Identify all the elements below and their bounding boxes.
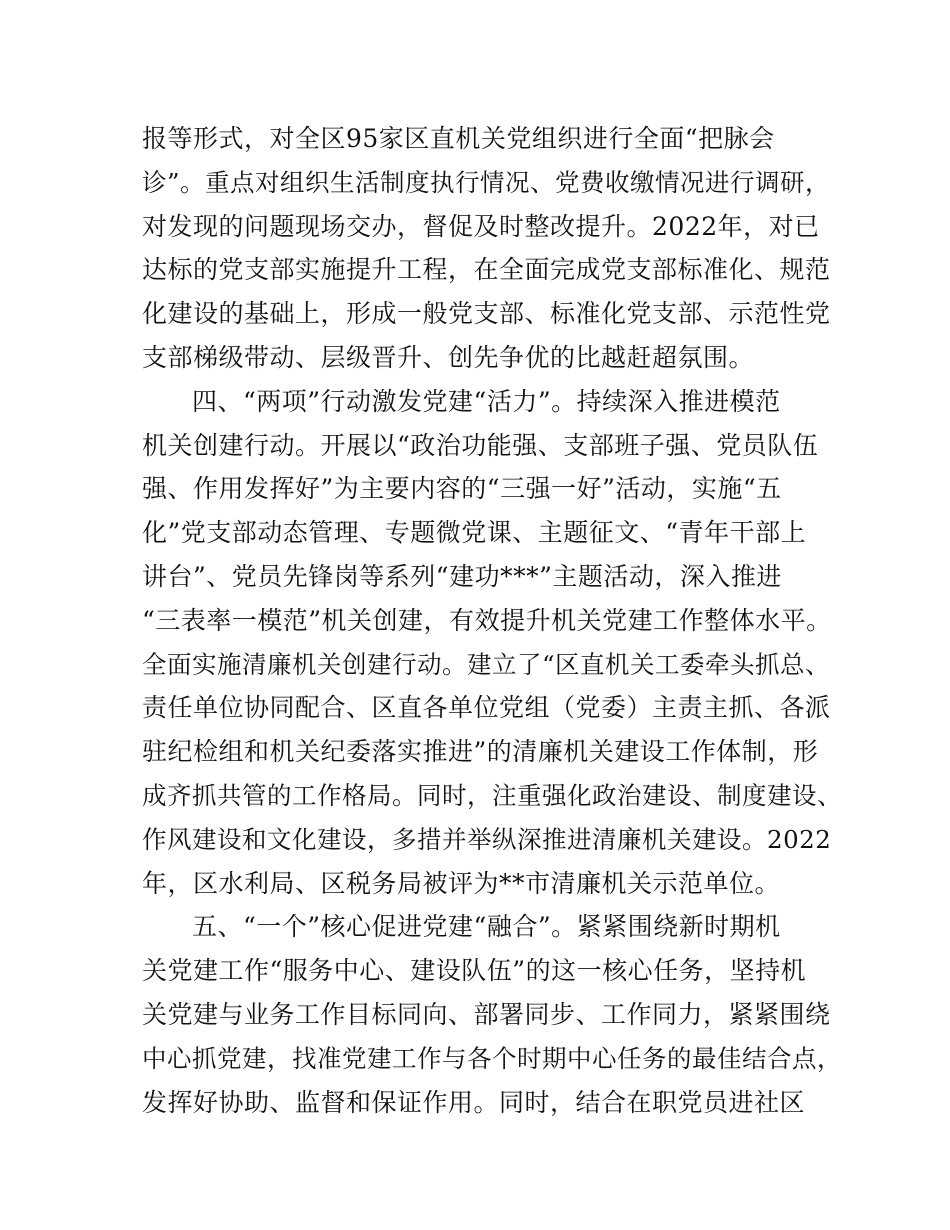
text-line: 化”党支部动态管理、专题微党课、主题征文、“青年干部上: [142, 518, 807, 548]
section-heading-line: 四、“两项”行动激发党建“活力”。持续深入推进模范: [192, 386, 781, 416]
text-line: 机关创建行动。开展以“政治功能强、支部班子强、党员队伍: [142, 430, 819, 460]
text-line: 年，区水利局、区税务局被评为**市清廉机关示范单位。: [142, 868, 781, 898]
text-line: 全面实施清廉机关创建行动。建立了“区直机关工委牵头抓总、: [142, 649, 831, 679]
text-line: 支部梯级带动、层级晋升、创先争优的比越赶超氛围。: [142, 342, 755, 372]
text-line: 关党建工作“服务中心、建设队伍”的这一核心任务，坚持机: [142, 956, 807, 986]
body-text: [142, 117, 842, 1124]
text-line: 驻纪检组和机关纪委落实推进”的清廉机关建设工作体制，形: [142, 737, 819, 767]
text-line: 强、作用发挥好”为主要内容的“三强一好”活动，实施“五: [142, 474, 782, 504]
text-line: 中心抓党建，找准党建工作与各个时期中心任务的最佳结合点，: [142, 1043, 842, 1073]
text-line: 发挥好协助、监督和保证作用。同时，结合在职党员进社区: [142, 1087, 806, 1117]
text-line: 报等形式，对全区95家区直机关党组织进行全面“把脉会: [142, 124, 775, 153]
text-line: “三表率一模范”机关创建，有效提升机关党建工作整体水平。: [142, 605, 832, 635]
text-line: 达标的党支部实施提升工程，在全面完成党支部标准化、规范: [142, 255, 831, 285]
text-line: 诊”。重点对组织生活制度执行情况、党费收缴情况进行调研，: [142, 167, 831, 197]
text-line: 讲台”、党员先锋岗等系列“建功***”主题活动，深入推进: [142, 561, 782, 591]
text-line: 成齐抓共管的工作格局。同时，注重强化政治建设、制度建设、: [142, 780, 842, 810]
text-line: 对发现的问题现场交办，督促及时整改提升。2022年，对已: [142, 211, 820, 241]
text-line: 关党建与业务工作目标同向、部署同步、工作同力，紧紧围绕: [142, 999, 831, 1029]
section-heading-line: 五、“一个”核心促进党建“融合”。紧紧围绕新时期机: [192, 912, 781, 942]
text-line: 责任单位协同配合、区直各单位党组（党委）主责主抓、各派: [142, 693, 831, 723]
text-line: 化建设的基础上，形成一般党支部、标准化党支部、示范性党: [142, 299, 831, 329]
text-line: 作风建设和文化建设，多措并举纵深推进清廉机关建设。2022: [142, 824, 832, 854]
